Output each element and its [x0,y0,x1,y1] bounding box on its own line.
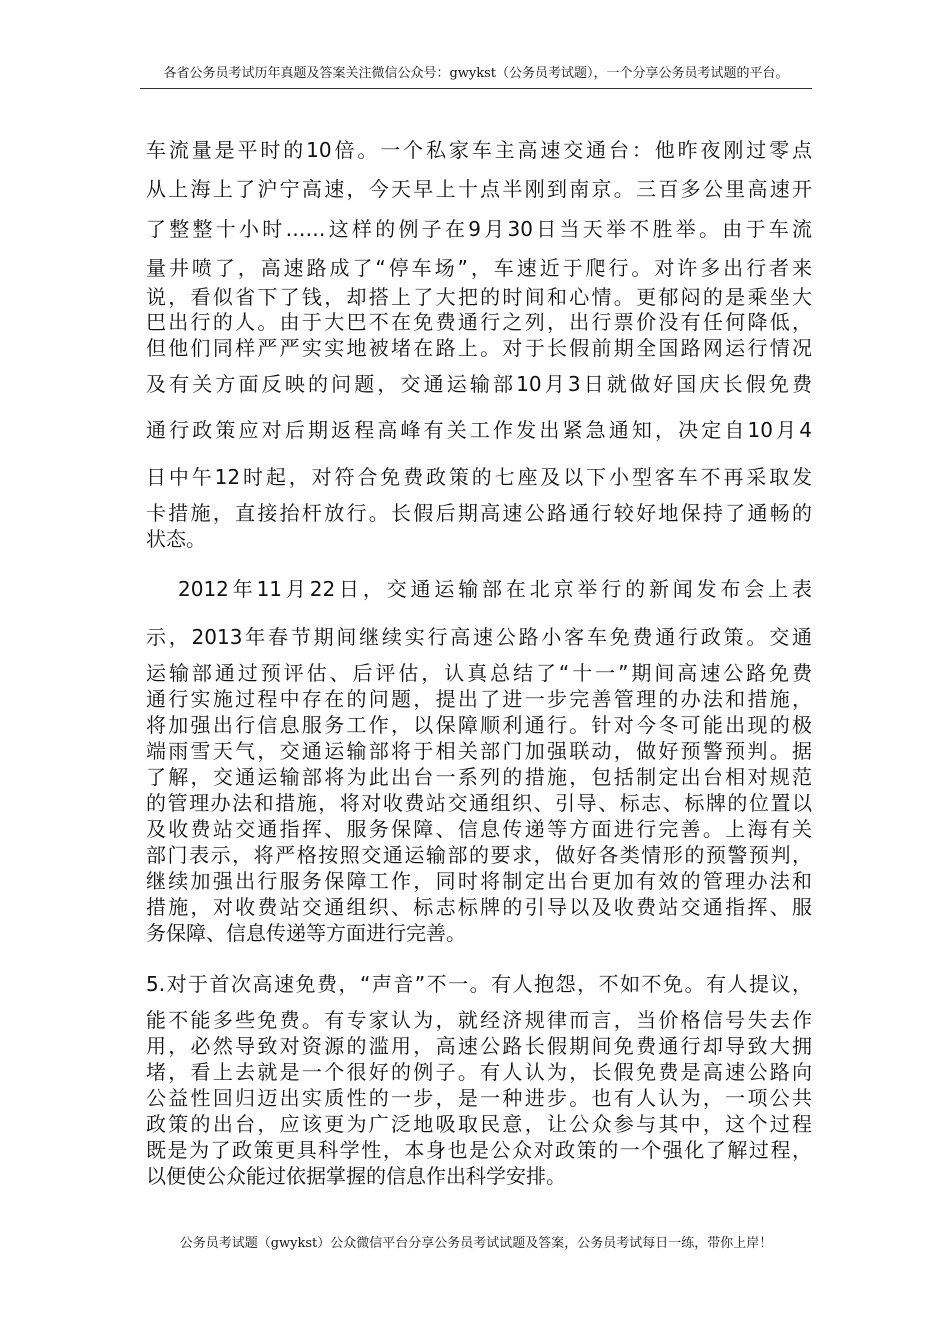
paragraph-2-line-9: 及收费站交通指挥、服务保障、信息传递等方面进行完善。上海有关 [146,817,812,841]
paragraph-2-line-1: 2012年11月22日，交通运输部在北京举行的新闻发布会上表 [178,577,812,601]
paragraph-3-line-5: 公益性回归迈出实质性的一步，是一种进步。也有人认为，一项公共 [146,1086,812,1110]
paragraph-2-line-4: 通行实施过程中存在的问题，提出了进一步完善管理的办法和措施， [146,687,812,711]
paragraph-2-line-8: 的管理办法和措施，将对收费站交通组织、引导、标志、标牌的位置以 [146,791,812,815]
paragraph-2-line-13: 务保障、信息传递等方面进行完善。 [146,921,466,945]
paragraph-2-line-10: 部门表示，将严格按照交通运输部的要求，做好各类情形的预警预判， [146,843,812,867]
paragraph-1-line-1: 车流量是平时的10倍。一个私家车主高速交通台：他昨夜刚过零点 [146,138,812,162]
paragraph-1-line-10: 日中午12时起，对符合免费政策的七座及以下小型客车不再采取发 [146,465,812,489]
paragraph-3-line-1: 5.对于首次高速免费，“声音”不一。有人抱怨，不如不免。有人提议， [146,972,812,996]
paragraph-1-line-11: 卡措施，直接抬杆放行。长假后期高速公路通行较好地保持了通畅的 [146,501,812,525]
paragraph-1-line-5: 说，看似省下了钱，却搭上了大把的时间和心情。更郁闷的是乘坐大 [146,285,812,309]
paragraph-3-line-2: 能不能多些免费。有专家认为，就经济规律而言，当价格信号失去作 [146,1008,812,1032]
paragraph-2-line-2: 示，2013年春节期间继续实行高速公路小客车免费通行政策。交通 [146,625,812,649]
paragraph-2-line-7: 了解，交通运输部将为此出台一系列的措施，包括制定出台相对规范 [146,765,812,789]
paragraph-2-line-12: 措施，对收费站交通组织、标志标牌的引导以及收费站交通指挥、服 [146,895,812,919]
paragraph-1-line-6: 巴出行的人。由于大巴不在免费通行之列，出行票价没有任何降低， [146,310,812,334]
paragraph-1-line-4: 量井喷了，高速路成了“停车场”，车速近于爬行。对许多出行者来 [146,256,812,280]
page-footer: 公务员考试题（gwykst）公众微信平台分享公务员考试试题及答案，公务员考试每日一练，带你上岸！ [179,1236,773,1251]
paragraph-3-line-7: 既是为了政策更具科学性，本身也是公众对政策的一个强化了解过程， [146,1138,812,1162]
page-header: 各省公务员考试历年真题及答案关注微信公众号：gwykst（公务员考试题），一个分享公务员考试题的平台。 [140,64,812,89]
paragraph-3-line-8: 以便使公众能过依据掌握的信息作出科学安排。 [146,1164,566,1188]
paragraph-2-line-5: 将加强出行信息服务工作，以保障顺利通行。针对今冬可能出现的极 [146,713,812,737]
paragraph-2-line-11: 继续加强出行服务保障工作，同时将制定出台更加有效的管理办法和 [146,869,812,893]
paragraph-1-line-7: 但他们同样严严实实地被堵在路上。对于长假前期全国路网运行情况 [146,336,812,360]
paragraph-2-line-6: 端雨雪天气，交通运输部将于相关部门加强联动，做好预警预判。据 [146,739,812,763]
paragraph-3-line-4: 堵，看上去就是一个很好的例子。有人认为，长假免费是高速公路向 [146,1060,812,1084]
paragraph-1-line-12: 状态。 [146,527,206,551]
paragraph-1-line-8: 及有关方面反映的问题，交通运输部10月3日就做好国庆长假免费 [146,372,812,396]
paragraph-1-line-3: 了整整十小时……这样的例子在9月30日当天举不胜举。由于车流 [146,217,812,241]
paragraph-3-line-6: 政策的出台，应该更为广泛地吸取民意，让公众参与其中，这个过程 [146,1112,812,1136]
paragraph-1-line-9: 通行政策应对后期返程高峰有关工作发出紧急通知，决定自10月4 [146,418,812,442]
paragraph-1-line-2: 从上海上了沪宁高速，今天早上十点半刚到南京。三百多公里高速开 [146,177,812,201]
paragraph-3-line-3: 用，必然导致对资源的滥用，高速公路长假期间免费通行却导致大拥 [146,1034,812,1058]
paragraph-2-line-3: 运输部通过预评估、后评估，认真总结了“十一”期间高速公路免费 [146,661,812,685]
